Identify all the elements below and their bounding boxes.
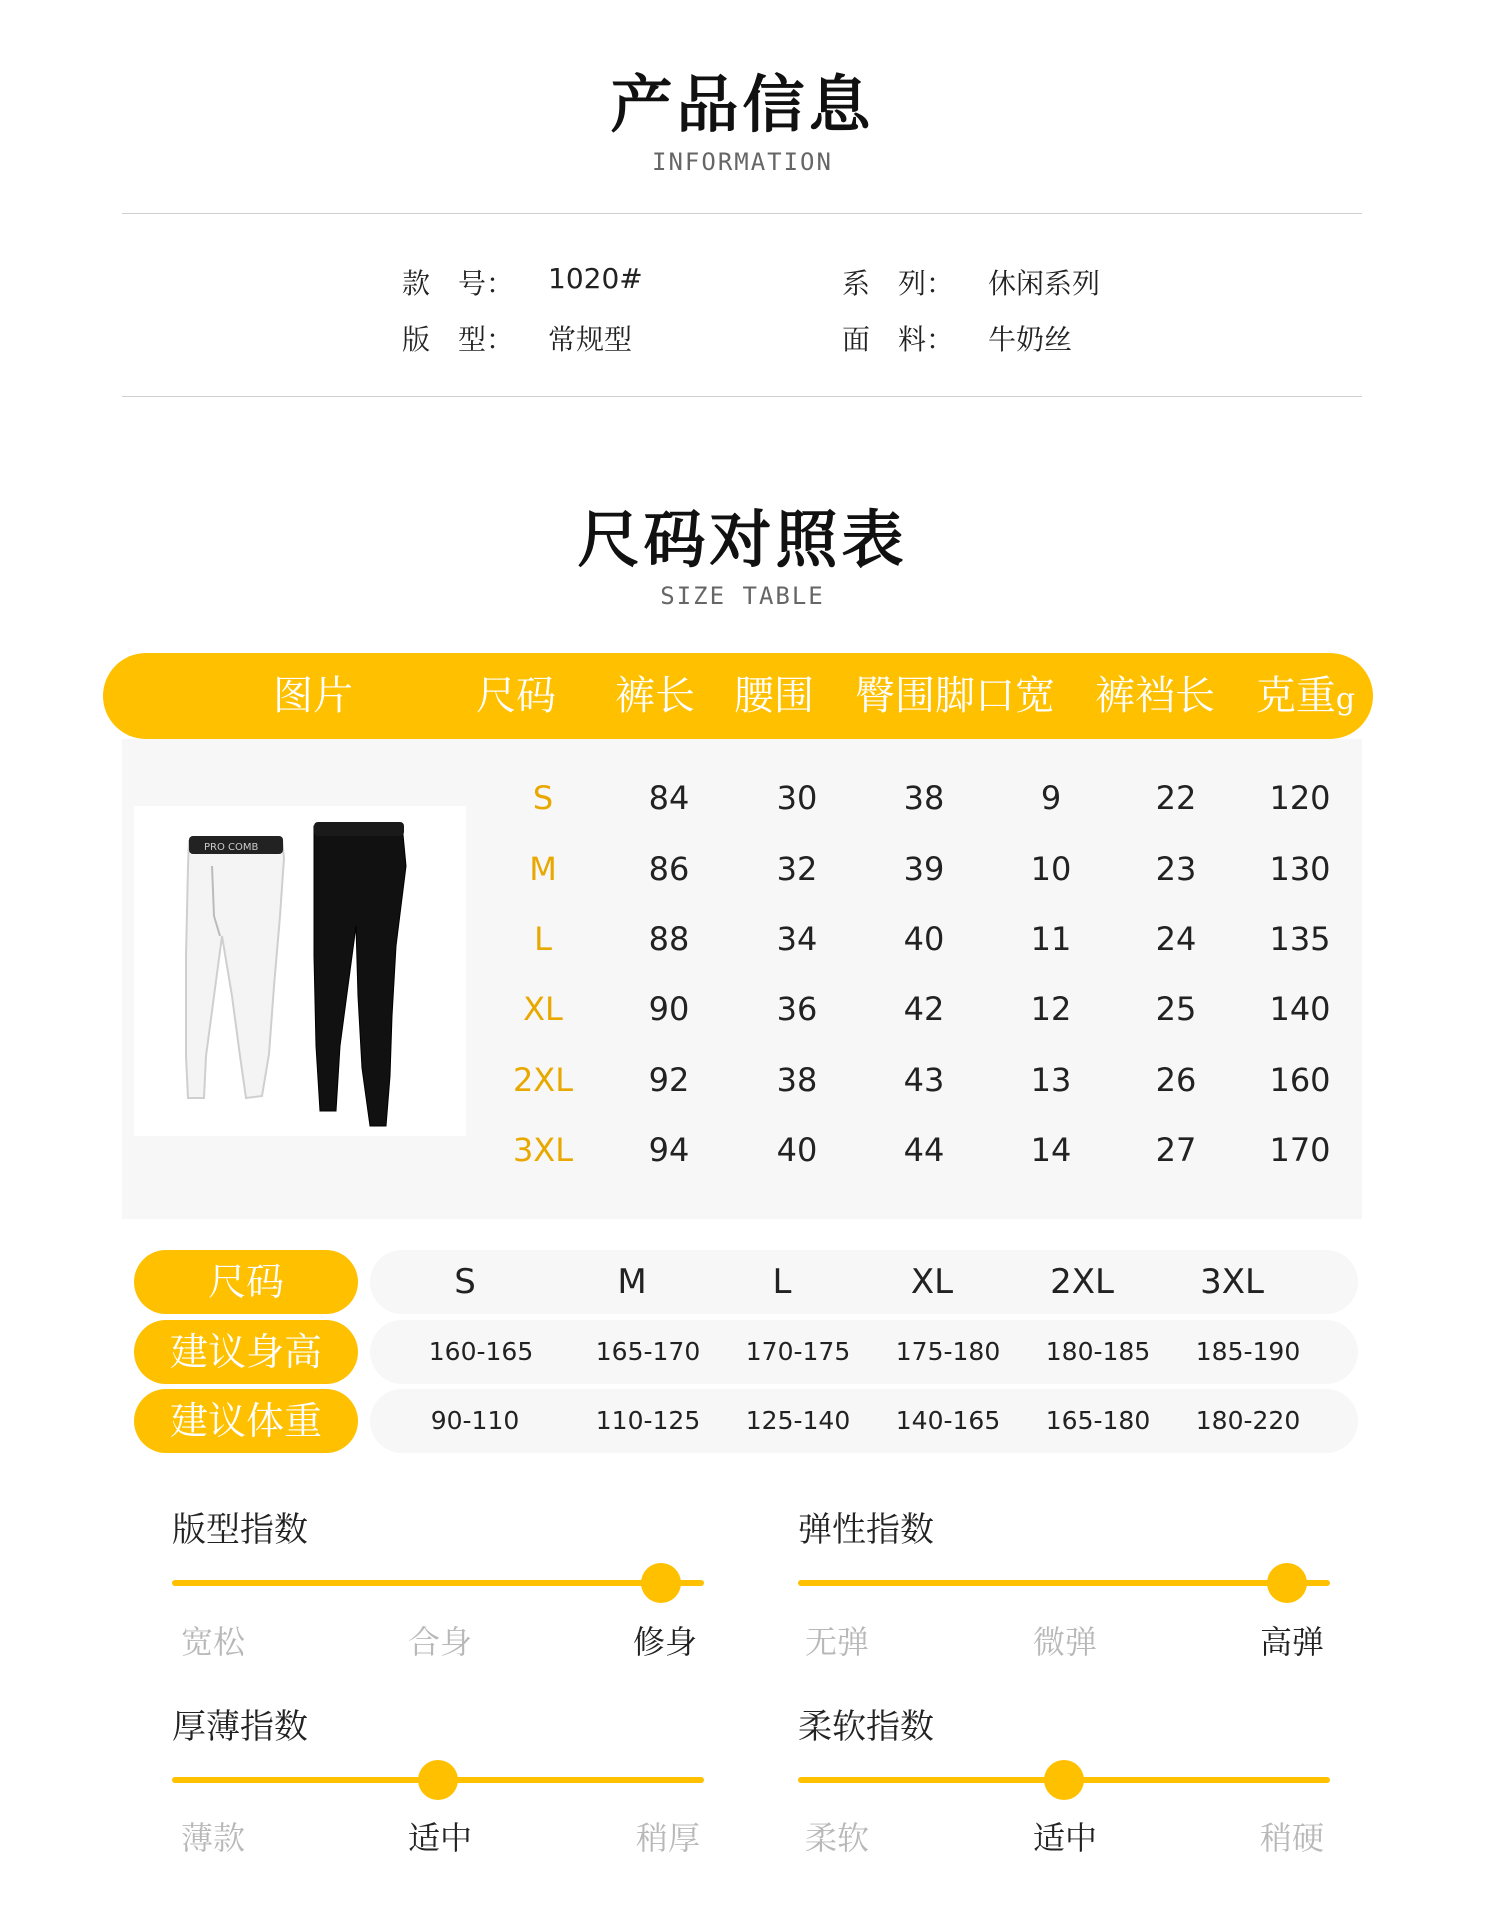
header-rise: 裤裆长 xyxy=(1095,673,1215,719)
fit-value: 165-180 xyxy=(1045,1406,1151,1435)
table-cell: 36 xyxy=(776,990,818,1028)
header-size: 尺码 xyxy=(476,673,556,719)
divider-bottom xyxy=(122,396,1362,397)
size-subtitle: SIZE TABLE xyxy=(660,582,825,610)
svg-text:PRO COMB: PRO COMB xyxy=(204,842,259,853)
table-cell: 14 xyxy=(1030,1131,1072,1169)
table-cell: 10 xyxy=(1030,850,1072,888)
softness-index-label: 柔软 xyxy=(804,1819,869,1857)
fit-value: 125-140 xyxy=(745,1406,851,1435)
table-cell: 140 xyxy=(1269,990,1331,1028)
fit-value: 165-170 xyxy=(595,1337,701,1366)
size-cell: 2XL xyxy=(512,1061,574,1099)
table-cell: 38 xyxy=(903,779,945,817)
table-cell: 160 xyxy=(1269,1061,1331,1099)
fit-value: 180-220 xyxy=(1195,1406,1301,1435)
header-waist: 腰围 xyxy=(734,673,814,719)
fit-value: 170-175 xyxy=(745,1337,851,1366)
fit-value: L xyxy=(772,1262,792,1302)
field-label-fabric: 面 料： xyxy=(842,323,955,356)
elasticity-index-track xyxy=(798,1580,1330,1586)
table-cell: 11 xyxy=(1030,920,1072,958)
fit-label-weight: 建议体重 xyxy=(134,1389,358,1453)
fit-row-weight xyxy=(370,1389,1358,1453)
field-value-style-no: 1020# xyxy=(548,262,643,295)
table-cell: 38 xyxy=(776,1061,818,1099)
header-weight-unit: g xyxy=(1335,682,1356,717)
table-cell: 39 xyxy=(903,850,945,888)
table-cell: 32 xyxy=(776,850,818,888)
thickness-index-knob[interactable] xyxy=(418,1760,458,1800)
field-label-series: 系 列： xyxy=(842,267,955,300)
table-cell: 30 xyxy=(776,779,818,817)
field-value-series: 休闲系列 xyxy=(988,267,1101,300)
leggings-icon xyxy=(134,806,466,1136)
field-value-fit: 常规型 xyxy=(548,323,633,356)
field-value-fabric: 牛奶丝 xyxy=(988,323,1073,356)
softness-index-title: 柔软指数 xyxy=(798,1707,934,1747)
header-picture: 图片 xyxy=(273,673,353,719)
table-cell: 40 xyxy=(776,1131,818,1169)
table-cell: 94 xyxy=(648,1131,690,1169)
field-label-style-no: 款 号： xyxy=(402,267,515,300)
size-table-header xyxy=(103,653,1373,739)
table-cell: 26 xyxy=(1155,1061,1197,1099)
size-cell: XL xyxy=(523,990,563,1028)
thickness-index-title: 厚薄指数 xyxy=(172,1707,308,1747)
fit-index-track xyxy=(172,1580,704,1586)
fit-value: XL xyxy=(910,1262,954,1302)
table-cell: 44 xyxy=(903,1131,945,1169)
product-image xyxy=(134,806,466,1136)
fit-value: M xyxy=(617,1262,647,1302)
fit-value: S xyxy=(454,1262,476,1302)
info-title: 产品信息 xyxy=(610,68,875,141)
header-ankle: 脚口宽 xyxy=(935,673,1055,719)
divider-top xyxy=(122,213,1362,214)
header-weight xyxy=(1243,653,1368,739)
fit-value: 160-165 xyxy=(428,1337,534,1366)
fit-index-label: 修身 xyxy=(632,1623,697,1661)
thickness-index-label: 薄款 xyxy=(180,1819,245,1857)
fit-label-height: 建议身高 xyxy=(134,1320,358,1384)
table-cell: 24 xyxy=(1155,920,1197,958)
header-weight-label: 克重 xyxy=(1255,673,1336,719)
fit-index-title: 版型指数 xyxy=(172,1510,308,1550)
fit-value: 175-180 xyxy=(895,1337,1001,1366)
table-cell: 23 xyxy=(1155,850,1197,888)
fit-value: 110-125 xyxy=(595,1406,701,1435)
softness-index-knob[interactable] xyxy=(1044,1760,1084,1800)
elasticity-index-knob[interactable] xyxy=(1267,1563,1307,1603)
table-cell: 12 xyxy=(1030,990,1072,1028)
size-cell: 3XL xyxy=(512,1131,574,1169)
size-cell: M xyxy=(529,850,557,888)
table-cell: 120 xyxy=(1269,779,1331,817)
size-title: 尺码对照表 xyxy=(577,503,908,576)
elasticity-index-label: 高弹 xyxy=(1259,1623,1324,1661)
table-cell: 9 xyxy=(1040,779,1062,817)
size-cell: L xyxy=(534,920,552,958)
softness-index-label: 适中 xyxy=(1032,1819,1097,1857)
table-cell: 40 xyxy=(903,920,945,958)
fit-value: 140-165 xyxy=(895,1406,1001,1435)
fit-label-size: 尺码 xyxy=(134,1250,358,1314)
table-cell: 25 xyxy=(1155,990,1197,1028)
fit-value: 2XL xyxy=(1050,1262,1114,1302)
elasticity-index-label: 微弹 xyxy=(1032,1623,1097,1661)
fit-value: 185-190 xyxy=(1195,1337,1301,1366)
field-label-fit: 版 型： xyxy=(402,323,515,356)
header-hip: 臀围 xyxy=(855,673,935,719)
table-cell: 90 xyxy=(648,990,690,1028)
fit-index-label: 合身 xyxy=(407,1623,472,1661)
table-cell: 13 xyxy=(1030,1061,1072,1099)
table-cell: 130 xyxy=(1269,850,1331,888)
fit-value: 180-185 xyxy=(1045,1337,1151,1366)
table-cell: 170 xyxy=(1269,1131,1331,1169)
table-cell: 92 xyxy=(648,1061,690,1099)
size-cell: S xyxy=(532,779,554,817)
table-cell: 27 xyxy=(1155,1131,1197,1169)
fit-index-knob[interactable] xyxy=(641,1563,681,1603)
elasticity-index-title: 弹性指数 xyxy=(798,1510,934,1550)
table-cell: 22 xyxy=(1155,779,1197,817)
fit-index-label: 宽松 xyxy=(180,1623,245,1661)
table-cell: 84 xyxy=(648,779,690,817)
table-cell: 88 xyxy=(648,920,690,958)
thickness-index-label: 适中 xyxy=(407,1819,472,1857)
table-cell: 42 xyxy=(903,990,945,1028)
fit-row-size xyxy=(370,1250,1358,1314)
table-cell: 86 xyxy=(648,850,690,888)
fit-value: 90-110 xyxy=(430,1406,520,1435)
fit-row-height xyxy=(370,1320,1358,1384)
header-length: 裤长 xyxy=(615,673,695,719)
fit-value: 3XL xyxy=(1200,1262,1264,1302)
info-subtitle: INFORMATION xyxy=(652,148,833,176)
softness-index-label: 稍硬 xyxy=(1259,1819,1324,1857)
elasticity-index-label: 无弹 xyxy=(804,1623,869,1661)
table-cell: 135 xyxy=(1269,920,1331,958)
table-cell: 34 xyxy=(776,920,818,958)
thickness-index-label: 稍厚 xyxy=(635,1819,700,1857)
table-cell: 43 xyxy=(903,1061,945,1099)
